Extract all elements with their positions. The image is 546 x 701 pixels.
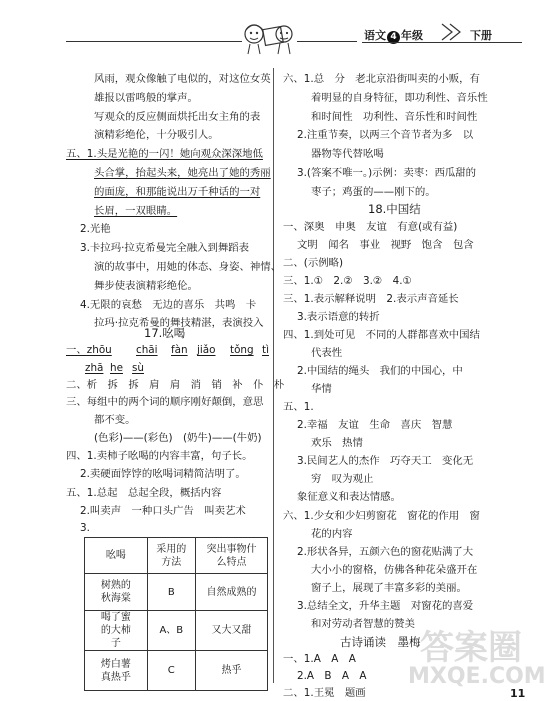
grade-label: 年级 <box>401 29 423 42</box>
table-cell: 又大又甜 <box>195 611 267 651</box>
table-cell: 树熟的秋海棠 <box>85 574 148 611</box>
pinyin-item: tǒng <box>230 344 254 356</box>
watermark-url: MXQE.COM <box>408 664 546 689</box>
lesson17-line: 三、每组中的两个词的顺序刚好颠倒，意思 <box>66 396 264 408</box>
pinyin-item: he <box>110 362 123 374</box>
left-line: 头合掌，抬起头来，她亮出了她的秀丽 <box>94 167 271 179</box>
lesson18-line: 象征意义和表达情感。 <box>297 491 401 503</box>
left-line: 雄报以雷鸣般的掌声。 <box>94 92 198 104</box>
lesson18-line: 欢乐 热情 <box>311 437 363 449</box>
table-cell: B <box>147 574 195 611</box>
lesson17-line: (色彩)——(彩色) (奶牛)——(牛奶) <box>94 432 262 444</box>
lesson18-line: 2.幸福 友谊 生命 喜庆 智慧 <box>297 419 453 431</box>
lesson18-line: 大小小的窗格，仿佛各种花朵盛开在 <box>311 564 478 576</box>
lesson18-title: 18.中国结 <box>368 202 421 216</box>
right-line: 3.(答案不唯一。)示例：卖枣：西瓜甜的 <box>297 167 477 179</box>
pinyin-item: chāi <box>136 344 158 356</box>
table-row <box>85 574 268 611</box>
left-line: 的面庞，和那能说出万千种话的一对 <box>94 186 261 198</box>
left-line: 写观众的反应侧面烘托出女主角的表 <box>94 111 261 123</box>
lesson18-line: 三、1.表示解释说明 2.表示声音延长 <box>283 293 459 305</box>
table-header: 突出事物什么特点 <box>195 538 267 574</box>
answer-table <box>84 537 268 691</box>
left-line: 演的故事中，用她的体态、身姿、神情、 <box>94 261 282 273</box>
ancient-poem-title: 古诗诵读 墨梅 <box>340 635 421 649</box>
header-volume: 下册 <box>470 29 492 42</box>
lesson18-line: 花的内容 <box>311 528 353 540</box>
pinyin-item: fàn <box>171 344 188 356</box>
table-cell: 热乎 <box>195 651 267 691</box>
table-cell: 烤白薯真热乎 <box>85 651 148 691</box>
right-line: 2.注重节奏，以两三个音节者为多 以 <box>297 129 474 141</box>
lesson18-line: 三、1.① 2.② 3.② 4.① <box>283 275 412 287</box>
lesson18-line: 四、1.到处可见 不同的人群都喜欢中国结 <box>283 329 480 341</box>
lesson18-line: 2.形状各异，五颜六色的窗花贴满了大 <box>297 546 474 558</box>
lesson17-line: 2.卖硬面饽饽的吆喝词精简洁明了。 <box>80 468 246 480</box>
pinyin-item: jiǎo <box>197 344 216 356</box>
lesson18-line: 华情 <box>311 383 332 395</box>
lesson17-line: 四、1.卖柿子吆喝的内容丰富，句子长。 <box>66 450 253 462</box>
ancient-line: 二、1.王冕 题画 <box>283 687 366 699</box>
watermark-text: 答案圈 <box>420 628 522 668</box>
subject-label: 语文 <box>364 29 386 42</box>
pinyin-item: sù <box>132 362 144 374</box>
ancient-line: 2.A B A A <box>297 670 367 682</box>
table-header: 吆喝 <box>85 538 148 574</box>
lesson17-line: 都不变。 <box>94 414 136 426</box>
pinyin-item: zhā <box>85 362 104 374</box>
lesson18-line: 一、深奥 申奥 友谊 有意(或有益) <box>283 221 458 233</box>
lesson17-line: 二、析 拆 拆 肩 肩 消 销 补 仆 朴 <box>66 379 285 391</box>
left-line: 五、1.头是光艳的一闪！她向观众深深地低 <box>66 148 263 160</box>
lesson18-line: 六、1.少女和少妇剪窗花 窗花的作用 窗 <box>283 510 480 522</box>
right-line: 器物等代替吆喝 <box>311 148 384 160</box>
lesson18-line: 五、1. <box>283 401 314 413</box>
table-row <box>85 611 268 651</box>
column-divider <box>273 68 274 683</box>
right-line: 枣子；鸡蛋的——刚下的。 <box>311 186 436 198</box>
lesson17-title: 17.吆喝 <box>144 326 186 340</box>
lesson18-line: 3.总结全文，升华主题 对窗花的喜爱 <box>297 600 474 612</box>
lesson18-line: 窗子上，展现了丰富多彩的美丽。 <box>311 582 467 594</box>
left-line: 长眉，一双眼睛。 <box>94 205 178 217</box>
lesson18-line: 2.中国结的绳头 我们的中国心，中 <box>297 365 463 377</box>
lesson18-line: 穷 叹为观止 <box>311 473 374 485</box>
lesson18-line: 和对劳动者智慧的赞美 <box>311 618 415 630</box>
table-cell: A、B <box>147 611 195 651</box>
lesson17-line: 五、1.总起 总起全段，概括内容 <box>66 487 222 499</box>
left-line: 风雨，观众像触了电似的，对这位女英 <box>94 73 271 85</box>
left-line: 4.无限的哀愁 无边的喜乐 共鸣 卡 <box>80 299 257 311</box>
pinyin-item: 一、zhōu <box>66 344 112 356</box>
lesson18-line: 3.表示语意的转折 <box>297 311 380 323</box>
lesson17-line: 2.叫卖声 一种口头广告 叫卖艺术 <box>80 505 246 517</box>
lesson18-line: 代表性 <box>311 347 343 359</box>
table-row <box>85 651 268 691</box>
right-line: 六、1.总 分 老北京沿街叫卖的小贩，有 <box>283 73 480 85</box>
ancient-line: 一、1.A A A <box>283 653 356 665</box>
left-line: 3.卡拉玛·拉克希曼完全融入到舞蹈表 <box>80 242 250 254</box>
table-cell: 喝了蜜的大柿子 <box>85 611 148 651</box>
header-rule-mid <box>297 41 357 42</box>
chevron-right-icon <box>440 22 468 42</box>
table-cell: 自然成熟的 <box>195 574 267 611</box>
left-line: 演精彩绝伦，十分吸引人。 <box>94 129 219 141</box>
left-line: 舞步使表演精彩绝伦。 <box>94 280 198 292</box>
lesson17-line: 3. <box>80 522 90 534</box>
cartoon-kids-icon <box>240 18 296 58</box>
right-line: 和时间性 功利性、音乐性和时间性 <box>311 111 478 123</box>
header-rule-left <box>66 41 242 42</box>
table-header: 采用的方法 <box>147 538 195 574</box>
lesson18-line: 二、(示例略) <box>283 257 344 269</box>
left-line: 拉玛·拉克希曼的舞技精湛，表演投入 <box>94 317 264 329</box>
header-rule-right <box>362 42 522 43</box>
right-line: 着明显的自身特征，即功利性、音乐性 <box>311 92 488 104</box>
lesson18-line: 文明 闻名 事业 视野 饱含 包含 <box>297 239 474 251</box>
left-line: 2.光艳 <box>80 223 111 235</box>
table-cell: C <box>147 651 195 691</box>
grade-badge: 4 <box>387 31 400 44</box>
lesson18-line: 3.民间艺人的杰作 巧夺天工 变化无 <box>297 455 474 467</box>
page-number: 11 <box>510 687 526 700</box>
pinyin-item: tì <box>262 344 269 356</box>
